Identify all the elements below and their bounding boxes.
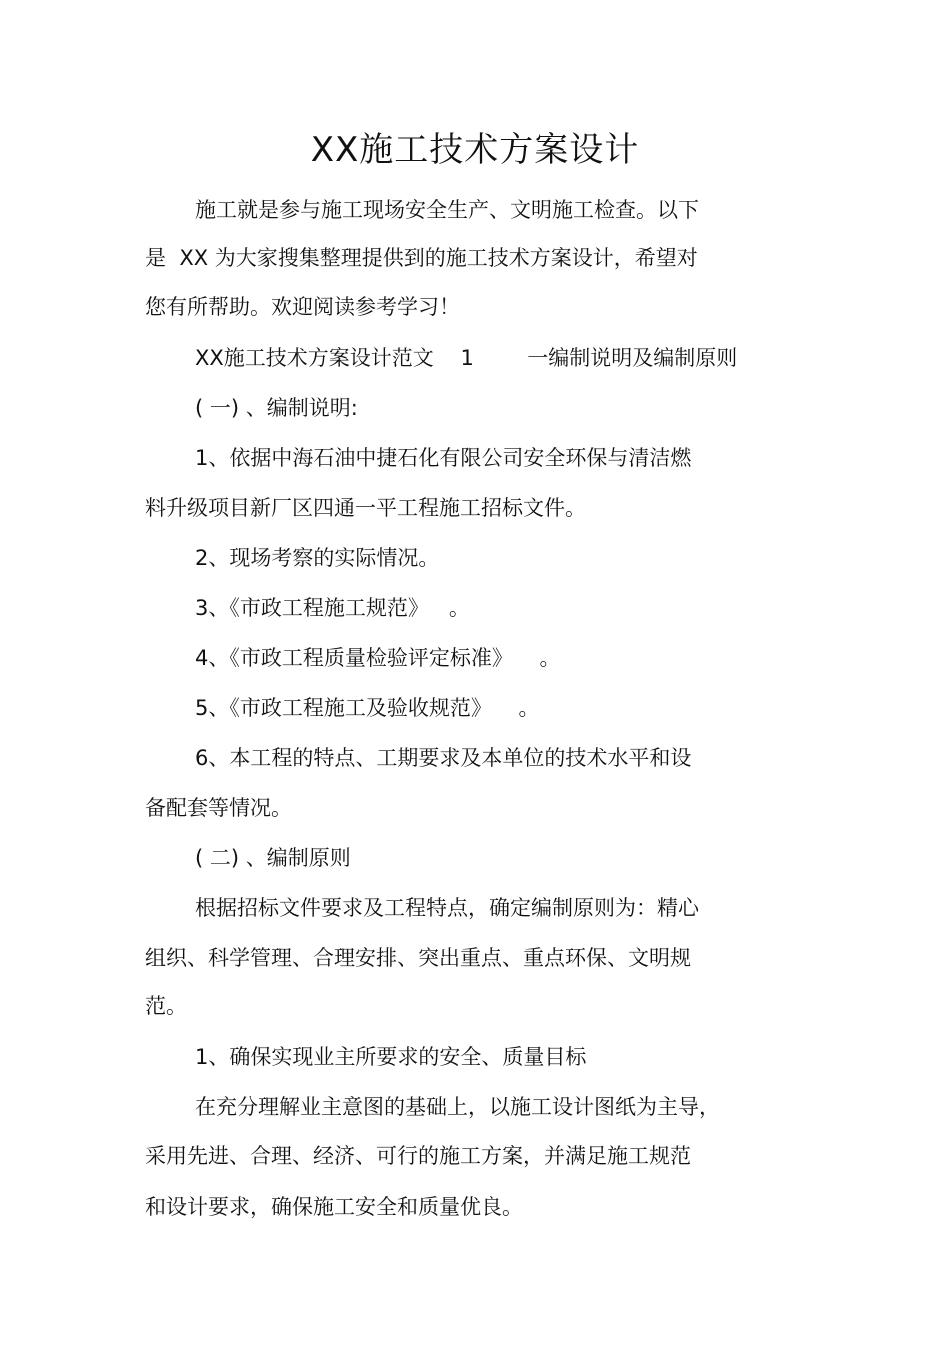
section-heading: XX施工技术方案设计范文 1 一编制说明及编制原则	[195, 346, 738, 370]
list-item: 4、《市政工程质量检验评定标准》 。	[195, 646, 561, 670]
list-item: 2、现场考察的实际情况。	[195, 546, 440, 570]
paragraph-line: 范。	[145, 994, 187, 1018]
paragraph-line: 组织、科学管理、合理安排、突出重点、重点环保、文明规	[145, 946, 691, 970]
paragraph-line: 在充分理解业主意图的基础上，以施工设计图纸为主导，	[195, 1095, 720, 1119]
paragraph-line: 是 XX 为大家搜集整理提供到的施工技术方案设计，希望对	[145, 246, 698, 270]
list-item: 5、《市政工程施工及验收规范》 。	[195, 696, 540, 720]
document-title: XX施工技术方案设计	[310, 130, 640, 170]
paragraph-line: 根据招标文件要求及工程特点，确定编制原则为：精心	[195, 896, 699, 920]
paragraph-line: 施工就是参与施工现场安全生产、文明施工检查。以下	[195, 198, 699, 222]
list-item: 3、《市政工程施工规范》 。	[195, 596, 470, 620]
list-item-continuation: 备配套等情况。	[145, 796, 292, 820]
list-item: 6、本工程的特点、工期要求及本单位的技术水平和设	[195, 746, 692, 770]
subsection-heading: ( 一) 、编制说明:	[195, 396, 358, 420]
paragraph-line: 和设计要求，确保施工安全和质量优良。	[145, 1195, 523, 1219]
list-item: 1、确保实现业主所要求的安全、质量目标	[195, 1045, 587, 1069]
subsection-heading: ( 二) 、编制原则	[195, 846, 351, 870]
paragraph-line: 您有所帮助。欢迎阅读参考学习！	[145, 295, 460, 319]
list-item: 1、依据中海石油中捷石化有限公司安全环保与清洁燃	[195, 446, 692, 470]
list-item-continuation: 料升级项目新厂区四通一平工程施工招标文件。	[145, 496, 586, 520]
paragraph-line: 采用先进、合理、经济、可行的施工方案，并满足施工规范	[145, 1144, 691, 1168]
